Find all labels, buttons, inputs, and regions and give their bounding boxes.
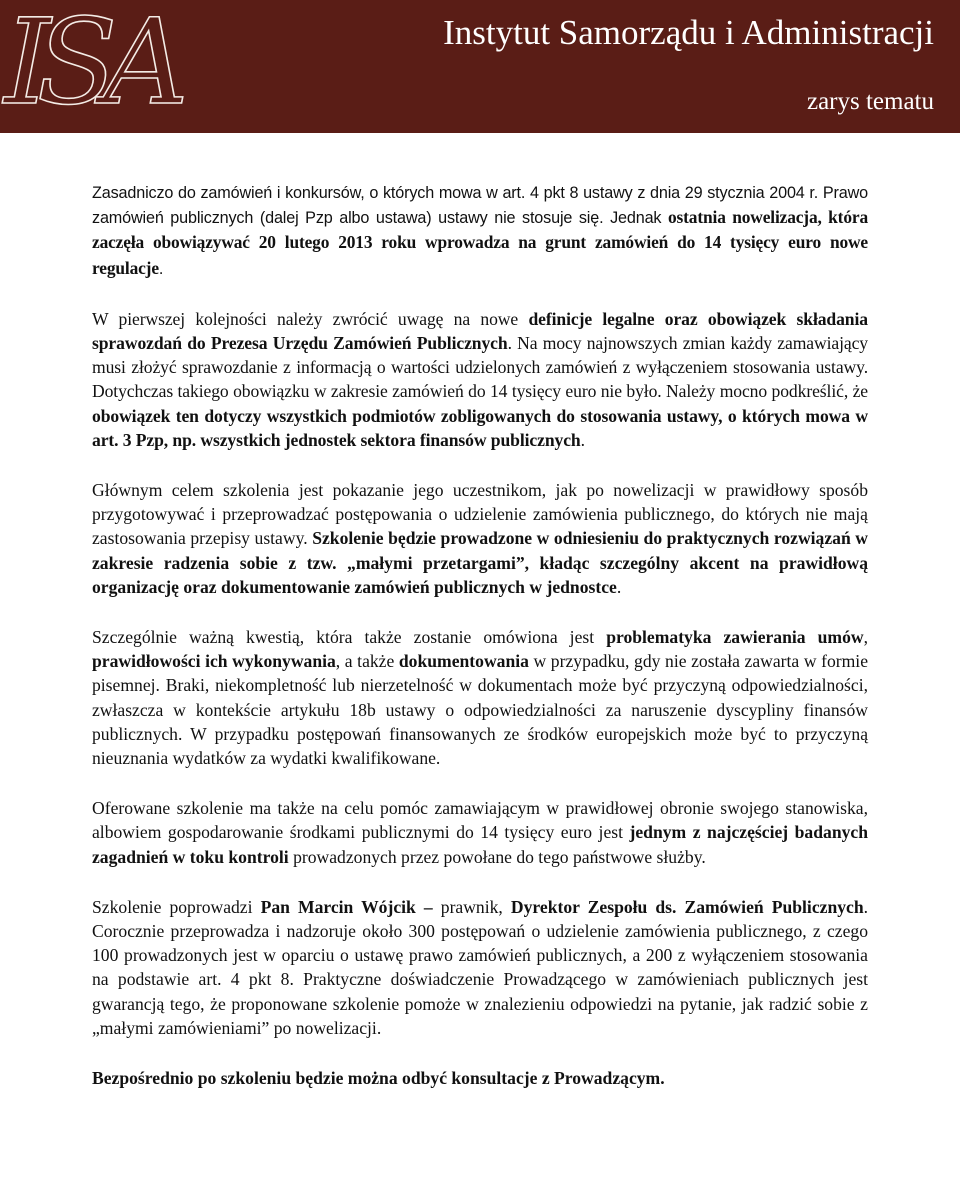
text-run: Oferowane szkolenie ma także na celu pomóc zamawiającym w prawidłowej obronie swojego stanowiska, albowiem gospodarowanie środkami publicznymi do 14 tysięcy euro jest bbox=[92, 798, 868, 843]
text-run: . bbox=[158, 259, 164, 278]
paragraph-trainer bbox=[92, 895, 868, 1040]
text-run-bold: ostatnia nowelizacja, która zaczęła obowiązywać 20 lutego 2013 roku wprowadza na grunt zamówień do 14 tysięcy euro nowe regulacje bbox=[92, 207, 868, 278]
paragraph-intro bbox=[92, 181, 868, 281]
header-banner bbox=[0, 0, 960, 133]
paragraph-consultations bbox=[92, 1066, 868, 1090]
paragraph-training-goal bbox=[92, 478, 868, 599]
text-run-bold: Szkolenie będzie prowadzone w odniesieniu do praktycznych rozwiązań w zakresie radzenia sobie z tzw. „małymi przetargami”, kładąc szczególny akcent na prawidłową organizację oraz dokumentowanie zamówień publicznych w jednostce bbox=[92, 528, 869, 597]
text-run: , a także bbox=[335, 651, 399, 672]
text-run: W pierwszej kolejności należy zwrócić uwagę na nowe bbox=[92, 308, 529, 329]
text-run: Szkolenie poprowadzi bbox=[92, 896, 261, 917]
text-run: . bbox=[580, 429, 585, 450]
text-run: prawnik, bbox=[440, 896, 511, 917]
text-run: prowadzonych przez powołane do tego państwowe służby. bbox=[288, 846, 706, 867]
text-run-bold: Dyrektor Zespołu ds. Zamówień Publicznych bbox=[510, 896, 864, 917]
text-run-bold: Pan Marcin Wójcik – bbox=[260, 896, 441, 917]
text-run-bold: obowiązek ten dotyczy wszystkich podmiotów zobligowanych do stosowania ustawy, o których mowa w art. 3 Pzp, np. wszystkich jednostek sektora finansów publicznych bbox=[92, 405, 868, 450]
paragraph-audits bbox=[92, 796, 868, 869]
text-run: . Na mocy najnowszych zmian każdy zamawiający musi złożyć sprawozdanie z informacją o wartości udzielonych zamówień z wyłączeniem stosowania ustawy. Dotychczas takiego obowiązku w zakresie zamówień do 14 tysięcy euro nie było. Należy mocno podkreślić, że bbox=[92, 333, 868, 402]
text-run: . bbox=[616, 576, 622, 597]
text-run: w przypadku, gdy nie została zawarta w formie pisemnej. Braki, niekompletność lub nierzetelność w dokumentach może być przyczyną odpowiedzialności, zwłaszcza w kontekście artykułu 18b ustawy o odpowiedzialności za naruszenie dyscypliny finansów publicznych. W przypadku postępowań finansowanych ze środków europejskich może być to przyczyną nieuznania wydatków za wydatki kwalifikowane. bbox=[92, 651, 869, 769]
text-run-bold: prawidłowości ich wykonywania bbox=[92, 651, 336, 672]
paragraph-reporting bbox=[92, 307, 868, 452]
isa-logo: ISA bbox=[4, 0, 175, 131]
document-body bbox=[92, 181, 868, 1116]
text-run: Głównym celem szkolenia jest pokazanie jego uczestnikom, jak po nowelizacji w prawidłowy sposób przygotowywać i przeprowadzać postępowania o udzielenie zamówienia publicznego, do których nie mają zastosowania przepisy ustawy. bbox=[92, 480, 868, 549]
paragraph-contracts bbox=[92, 625, 868, 770]
text-run-bold: jednym z najczęściej badanych zagadnień w toku kontroli bbox=[92, 822, 868, 867]
text-run: , bbox=[863, 627, 868, 648]
text-run: . Corocznie przeprowadza i nadzoruje około 300 postępowań o udzielenie zamówienia publicznego, z czego 100 prowadzonych jest w oparciu o ustawę prawo zamówień publicznych, a 200 z wyłączeniem stosowania na podstawie art. 4 pkt 8. Praktyczne doświadczenie Prowadzącego w zamówieniach publicznych jest gwarancją tego, że proponowane szkolenie pomoże w znalezieniu odpowiedzi na pytanie, jak radzić sobie z „małymi zamówieniami” po nowelizacji. bbox=[92, 896, 869, 1038]
text-run-bold: definicje legalne oraz obowiązek składania sprawozdań do Prezesa Urzędu Zamówień Publicznych bbox=[92, 308, 868, 354]
text-run-bold: dokumentowania bbox=[398, 651, 529, 672]
text-run-bold: problematyka zawierania umów bbox=[606, 627, 864, 648]
page-subtitle: zarys tematu bbox=[806, 88, 934, 115]
text-run: Szczególnie ważną kwestią, która także zostanie omówiona jest bbox=[92, 627, 607, 648]
institute-title: Instytut Samorządu i Administracji bbox=[443, 13, 934, 52]
text-run: Zasadniczo do zamówień i konkursów, o których mowa w art. 4 pkt 8 ustawy z dnia 29 stycznia 2004 r. Prawo zamówień publicznych (dalej Pzp albo ustawa) ustawy nie stosuje się. Jednak bbox=[92, 184, 868, 228]
text-run-bold: Bezpośrednio po szkoleniu będzie można odbyć konsultacje z Prowadzącym. bbox=[92, 1068, 665, 1089]
